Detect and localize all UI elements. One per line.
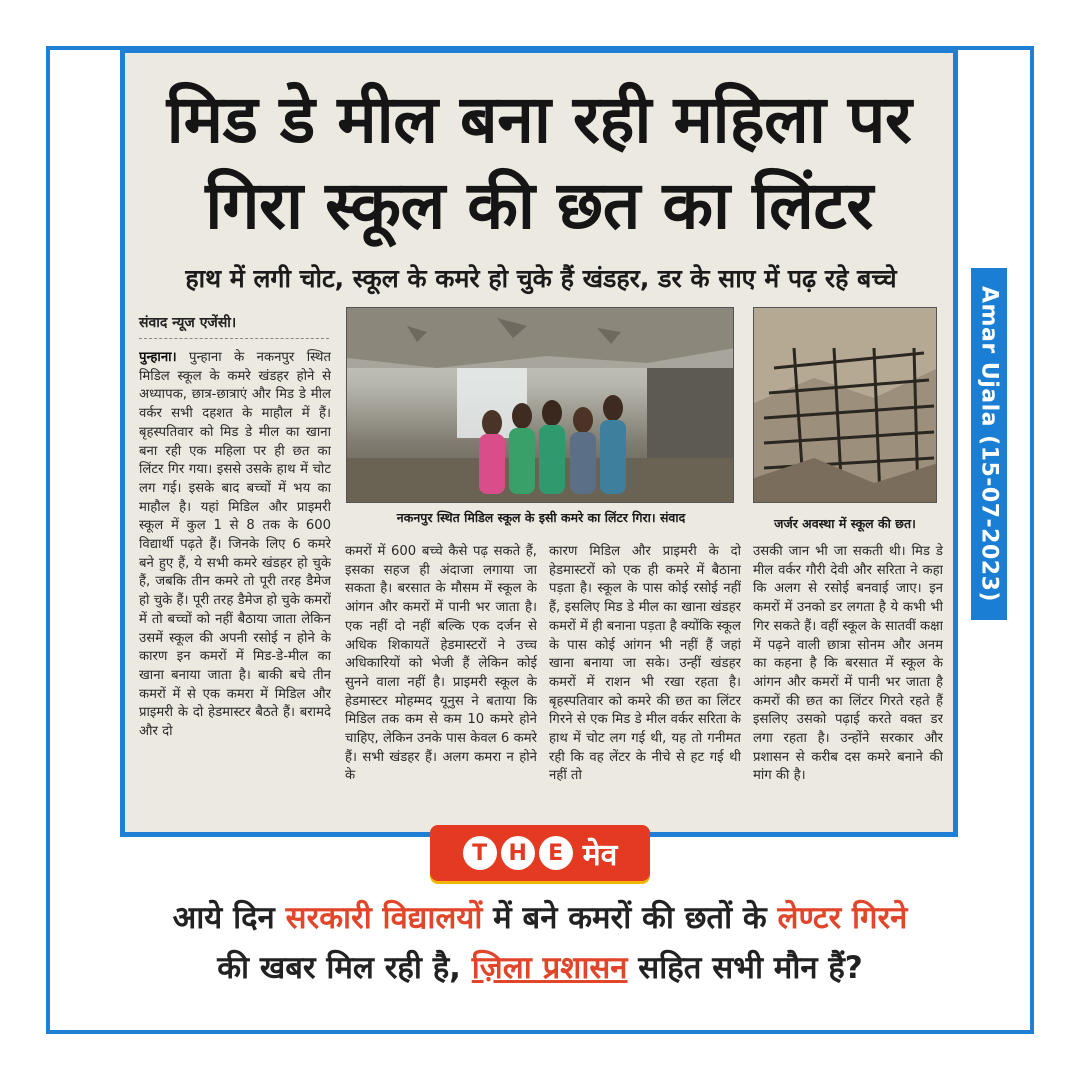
caption-highlight-govt-schools: सरकारी विद्यालयों bbox=[285, 900, 483, 936]
photo-1-caption: नकनपुर स्थित मिडिल स्कूल के इसी कमरे का लिंटर गिरा। संवाद bbox=[396, 510, 686, 525]
caption-highlight-lintel-falling: लेण्टर गिरने bbox=[777, 900, 908, 936]
logo-letter-h: H bbox=[501, 836, 535, 870]
caption-highlight-district-admin: ज़िला प्रशासन bbox=[471, 950, 628, 986]
logo-word: मेव bbox=[582, 837, 618, 873]
article-column-2: कमरों में 600 बच्चे कैसे पढ़ सकते हैं, इसका सहज ही अंदाजा लगाया जा सकता है। बरसात के मौसम में स्कूल के आंगन और कमरों में पानी भर जाता है। एक नहीं दो नहीं बल्कि एक दर्जन से अधिक शिकायतें हेडमास्टरों ने उच्च अधिकारियों को भेजी हैं लेकिन कोई सुनने वाला नहीं है। प्राइमरी स्कूल के हेडमास्टर मोहम्मद यूनुस ने बताया कि मिडिल तक कम से कम 10 कमरे होने चाहिए, लेकिन उनके पास केवल 6 कमरे हैं। सभी खंडहर हैं। अलग कमरा न होने के bbox=[345, 544, 537, 784]
source-tag-text: Amar Ujala (15-07-2023) bbox=[976, 286, 1002, 602]
source-tag bbox=[971, 268, 1007, 620]
roof-photo-illustration bbox=[754, 308, 937, 503]
headline-line-1: मिड डे मील बना रही महिला पर bbox=[166, 81, 912, 158]
logo-letter-e: E bbox=[539, 836, 573, 870]
dateline: पुन्हाना। bbox=[139, 350, 177, 365]
article-column-1-text: पुन्हाना के नकनपुर स्थित मिडिल स्कूल के कमरे खंडहर होने से अध्यापक, छात्र-छात्राएं और मिड डे मील वर्कर सभी दहशत के माहौल में हैं। बृहस्पतिवार को मिड डे मील का खाना बना रही एक महिला पर ही छत का लिंटर गिर गया। इससे उसके हाथ में चोट लग गई। इसके बाद बच्चों में भय का माहौल है। यहां मिडिल और प्राइमरी स्कूल में कुल 1 से 8 तक के 600 विद्यार्थी पढ़ते हैं। जिनके लिए 6 कमरे बने हुए हैं, ये सभी कमरे खंडहर हो चुके हैं, जबकि तीन कमरे तो पूरी तरह डैमेज हो चुके हैं। पूरी तरह डैमेज हो चुके कमरों में तो बच्चों को नहीं बैठाया जाता लेकिन उसमें स्कूल की अपनी रसोई न होने के कारण इन कमरों में मिड-डे-मील का खाना बनाया जाता है। बाकी बचे तीन कमरों में से एक कमरा में मिडिल और प्राइमरी के दो हेडमास्टर बैठते हैं। बरामदे और दो bbox=[139, 350, 331, 740]
damaged-roof-photo bbox=[753, 307, 937, 503]
damaged-classroom-photo bbox=[346, 307, 734, 503]
bottom-caption bbox=[60, 893, 1020, 993]
caption-part-4: सहित सभी मौन हैं? bbox=[627, 950, 863, 986]
logo-letter-t: T bbox=[463, 836, 497, 870]
caption-part-3: की खबर मिल रही है, bbox=[217, 950, 472, 986]
article-column-4: उसकी जान भी जा सकती थी। मिड डे मील वर्कर गौरी देवी और सरिता ने कहा कि अलग से रसोई बनवाई जाए। इन कमरों में उनको डर लगता है ये कभी भी गिर सकते हैं। वहीं स्कूल के सातवीं कक्षा में पढ़ने वाली छात्रा सोनम और अनम का कहना है कि बरसात में स्कूल के आंगन और कमरों में पानी भर जाता है कमरों की छत का लिंटर गिरते रहते हैं इसलिए उसको पढ़ाई करते वक्त डर लगा रहता है। उन्होंने सरकार और प्रशासन से करीब दस कमरे बनाने की मांग की है। bbox=[753, 544, 943, 784]
byline: संवाद न्यूज एजेंसी। bbox=[139, 313, 329, 339]
article-column-3: कारण मिडिल और प्राइमरी के दो हेडमास्टरों को एक ही कमरे में बैठाना पड़ता है। स्कूल के पास कोई रसोई नहीं हैं, इसलिए मिड डे मील का खाना खंडहर कमरों में ही बनाना पड़ता है क्योंकि स्कूल के पास कोई आंगन भी नहीं हैं जहां खाना बनाया जा सके। उन्हीं खंडहर कमरों में राशन भी रखा रहता है। बृहस्पतिवार को कमरे की छत का लिंटर गिरने से एक मिड डे मील वर्कर सरिता के हाथ में चोट लग गई थी, यह तो गनीमत रही कि वह लेंटर के नीचे से हट गई थी नहीं तो bbox=[549, 544, 741, 784]
photo-2-caption: जर्जर अवस्था में स्कूल की छत। bbox=[774, 516, 916, 531]
caption-part-2: में बने कमरों की छतों के bbox=[482, 900, 778, 936]
article-column-1 bbox=[139, 349, 331, 823]
headline bbox=[125, 77, 953, 249]
the-mev-logo bbox=[430, 825, 650, 881]
subheadline: हाथ में लगी चोट, स्कूल के कमरे हो चुके हैं खंडहर, डर के साए में पढ़ रहे बच्चे bbox=[185, 264, 897, 293]
headline-line-2: गिरा स्कूल की छत का लिंटर bbox=[205, 167, 873, 244]
classroom-photo-illustration bbox=[347, 308, 734, 503]
newspaper-clipping bbox=[120, 48, 958, 837]
caption-part-1: आये दिन bbox=[172, 900, 286, 936]
